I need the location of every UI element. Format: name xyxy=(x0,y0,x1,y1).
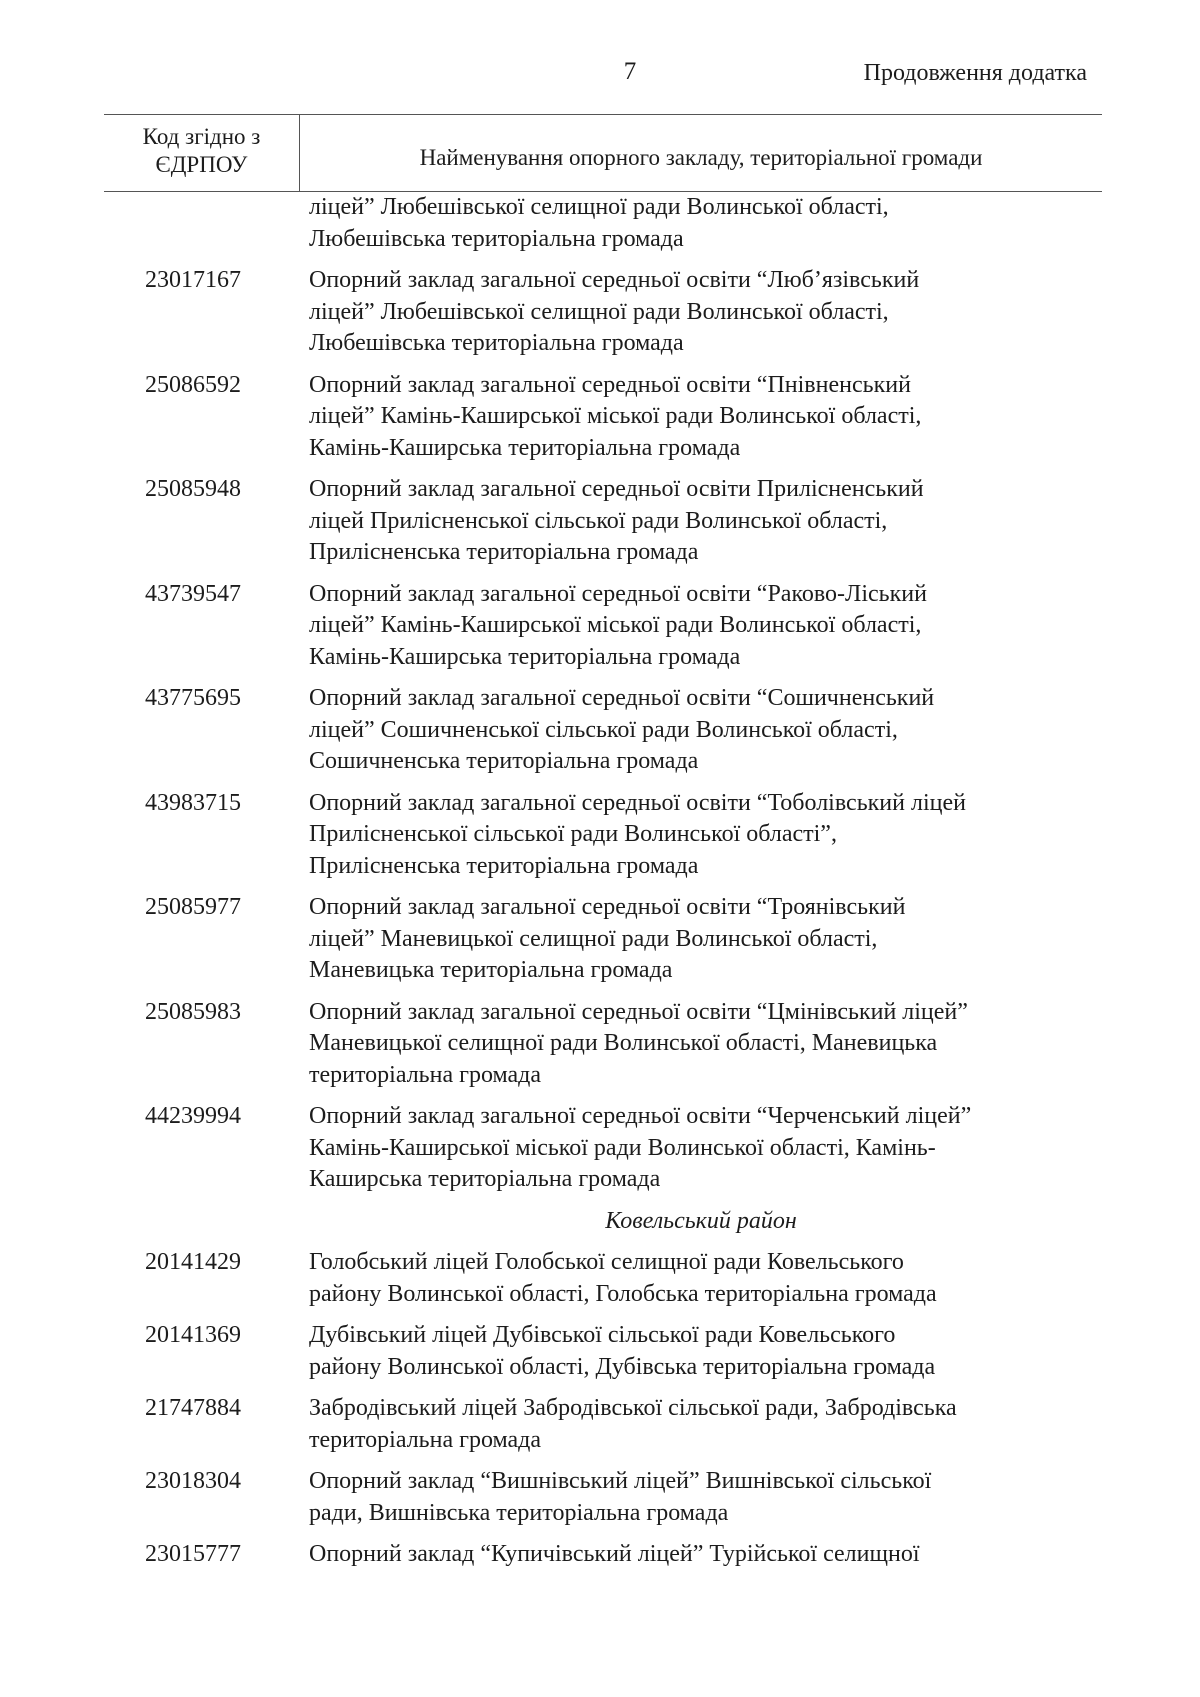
table-body-kovel-district xyxy=(104,1247,1102,1571)
district-heading: Ковельський район xyxy=(605,1207,797,1234)
institution-name-line: територіальна громада xyxy=(309,1061,542,1088)
institution-name-line: Опорний заклад загальної середньої освіти “Раково-Ліський xyxy=(309,580,927,607)
institution-name-line: Опорний заклад загальної середньої освіти “Пнівненський xyxy=(309,371,911,398)
institution-name-line: ліцей Прилісненської сільської ради Волинської області, xyxy=(309,507,888,534)
institution-name-line: ліцей” Камінь-Каширської міської ради Волинської області, xyxy=(309,403,922,429)
table-body-lutsk-part xyxy=(104,192,1102,1196)
edrpou-code: 23015777 xyxy=(145,1541,241,1567)
edrpou-code: 23018304 xyxy=(145,1468,241,1494)
institution-name-line: територіальна громада xyxy=(309,1426,542,1453)
table-row xyxy=(104,265,1102,360)
institution-name xyxy=(300,892,1102,987)
schools-table xyxy=(104,114,1102,1581)
institution-name-line: Прилісненської сільської ради Волинської області”, xyxy=(309,821,837,847)
institution-name-line: ліцей” Маневицької селищної ради Волинської області, xyxy=(309,925,878,952)
institution-name-line: Опорний заклад загальної середньої освіти “Троянівський xyxy=(309,894,906,920)
table-row xyxy=(104,192,1102,255)
institution-name-line: Прилісненська територіальна громада xyxy=(309,852,699,879)
table-row xyxy=(104,1393,1102,1456)
table-row xyxy=(104,1247,1102,1310)
institution-name-line: ліцей” Любешівської селищної ради Волинської області, xyxy=(309,298,889,325)
table-row xyxy=(104,474,1102,569)
edrpou-code: 43739547 xyxy=(145,580,241,607)
edrpou-code: 25086592 xyxy=(145,371,241,398)
institution-name xyxy=(300,1101,1102,1196)
table-row xyxy=(104,1101,1102,1196)
edrpou-code: 44239994 xyxy=(145,1103,241,1129)
edrpou-code xyxy=(104,192,300,255)
institution-name-line: Маневицька територіальна громада xyxy=(309,957,673,983)
institution-name xyxy=(300,192,1102,255)
institution-name-line: Камінь-Каширської міської ради Волинської області, Камінь- xyxy=(309,1134,936,1161)
institution-name xyxy=(300,997,1102,1092)
institution-name xyxy=(300,1247,1102,1310)
institution-name-line: Прилісненська територіальна громада xyxy=(309,539,699,565)
institution-name-line: Опорний заклад загальної середньої освіти “Сошичненський xyxy=(309,685,935,711)
institution-name-line: Дубівський ліцей Дубівської сільської ради Ковельського xyxy=(309,1322,896,1348)
table-row xyxy=(104,788,1102,883)
table-row xyxy=(104,683,1102,778)
edrpou-code: 25085977 xyxy=(145,894,241,920)
institution-name-line: Сошичненська територіальна громада xyxy=(309,748,699,774)
edrpou-code: 25085948 xyxy=(145,476,241,502)
institution-name-line: ліцей” Любешівської селищної ради Волинської області, xyxy=(309,194,889,220)
institution-name-line: ліцей” Камінь-Каширської міської ради Волинської області, xyxy=(309,612,922,638)
institution-name-line: Опорний заклад загальної середньої освіти “Черченський ліцей” xyxy=(309,1103,972,1129)
institution-name-line: Любешівська територіальна громада xyxy=(309,225,684,252)
institution-name-line: Забродівський ліцей Забродівської сільської ради, Забродівська xyxy=(309,1395,957,1421)
edrpou-code: 23017167 xyxy=(145,267,241,293)
institution-name xyxy=(300,579,1102,674)
institution-name-line: ліцей” Сошичненської сільської ради Волинської області, xyxy=(309,716,898,743)
institution-name xyxy=(300,1393,1102,1456)
column-header-name: Найменування опорного закладу, територіальної громади xyxy=(419,145,983,170)
institution-name-line: району Волинської області, Дубівська територіальна громада xyxy=(309,1353,936,1380)
institution-name-line: району Волинської області, Голобська територіальна громада xyxy=(309,1280,937,1307)
institution-name-line: Каширська територіальна громада xyxy=(309,1166,661,1192)
table-row xyxy=(104,1466,1102,1529)
institution-name-line: Опорний заклад загальної середньої освіти Прилісненський xyxy=(309,476,924,502)
table-row xyxy=(104,579,1102,674)
page-number: 7 xyxy=(623,58,637,85)
institution-name xyxy=(300,1539,1102,1571)
edrpou-code: 25085983 xyxy=(145,998,241,1025)
institution-name xyxy=(300,1466,1102,1529)
institution-name-line: Маневицької селищної ради Волинської області, Маневицька xyxy=(309,1030,938,1056)
institution-name-line: Опорний заклад “Купичівський ліцей” Турійської селищної xyxy=(309,1541,920,1567)
institution-name-line: Камінь-Каширська територіальна громада xyxy=(309,643,741,670)
table-row xyxy=(104,997,1102,1092)
institution-name xyxy=(300,474,1102,569)
table-row xyxy=(104,892,1102,987)
table-row xyxy=(104,370,1102,465)
institution-name-line: Опорний заклад загальної середньої освіти “Люб’язівський xyxy=(309,267,920,293)
institution-name-line: Опорний заклад загальної середньої освіти “Цмінівський ліцей” xyxy=(309,998,968,1025)
institution-name-line: Любешівська територіальна громада xyxy=(309,330,684,356)
institution-name-line: Опорний заклад “Вишнівський ліцей” Вишнівської сільської xyxy=(309,1468,932,1494)
column-header-code-line2: ЄДРПОУ xyxy=(155,152,248,177)
edrpou-code: 43775695 xyxy=(145,685,241,711)
institution-name-line: Опорний заклад загальної середньої освіти “Тоболівський ліцей xyxy=(309,789,966,816)
table-row xyxy=(104,1320,1102,1383)
edrpou-code: 21747884 xyxy=(145,1395,241,1421)
institution-name-line: Камінь-Каширська територіальна громада xyxy=(309,434,741,461)
institution-name-line: ради, Вишнівська територіальна громада xyxy=(309,1499,729,1526)
edrpou-code: 20141429 xyxy=(145,1249,241,1275)
continuation-label: Продовження додатка xyxy=(863,60,1087,86)
column-header-code xyxy=(104,115,300,191)
table-row xyxy=(104,1539,1102,1571)
institution-name-line: Голобський ліцей Голобської селищної ради Ковельського xyxy=(309,1249,904,1275)
institution-name xyxy=(300,265,1102,360)
edrpou-code: 43983715 xyxy=(145,789,241,816)
institution-name xyxy=(300,788,1102,883)
institution-name xyxy=(300,683,1102,778)
institution-name xyxy=(300,1320,1102,1383)
edrpou-code: 20141369 xyxy=(145,1322,241,1348)
institution-name xyxy=(300,370,1102,465)
table-header xyxy=(104,114,1102,192)
column-header-code-line1: Код згідно з xyxy=(142,124,261,149)
